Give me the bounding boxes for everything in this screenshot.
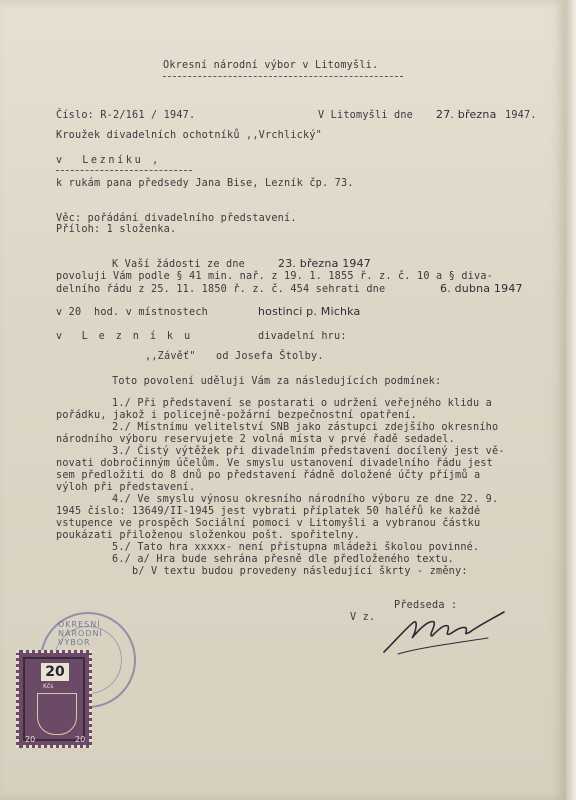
condition-line: novati dobročinným účelům. Ve smyslu ustanovení divadelního řádu jest xyxy=(56,458,494,469)
subject-line: Věc: pořádání divadelního představení. xyxy=(56,213,297,224)
condition-line: poukázati přiloženou složenkou pošt. spořitelny. xyxy=(56,530,361,541)
lion-emblem-icon xyxy=(37,693,77,735)
body-line-2: povoluji Vám podle § 41 min. nař. z 19. 1. 1855 ř. z. č. 10 a § diva- xyxy=(56,271,494,282)
addressee-club: Kroužek divadelních ochotníků ,,Vrchlický" xyxy=(56,130,323,141)
condition-line: 4./ Ve smyslu výnosu okresního národního výboru ze dne 22. 9. xyxy=(112,494,499,505)
request-date-handwritten: 23. března 1947 xyxy=(278,257,371,270)
office-title: Okresní národní výbor v Litomyšli. xyxy=(163,60,379,71)
page-edge xyxy=(566,0,576,800)
condition-line: 1945 číslo: 13649/II-1945 jest vybrati příplatek 50 haléřů ke každé xyxy=(56,506,481,517)
play-author: od Josefa Štolby. xyxy=(216,351,324,362)
condition-line: výloh při představení. xyxy=(56,482,196,493)
date-handwritten: 27. března xyxy=(436,108,497,121)
signature-vz: V z. xyxy=(350,612,376,623)
condition-line: pořádku, jakož i policejně-požární bezpečnostní opatření. xyxy=(56,410,418,421)
body-line-5-play: divadelní hru: xyxy=(258,331,347,342)
reference-number: Číslo: R-2/161 / 1947. xyxy=(56,110,196,121)
stamp-corner-value: 20 xyxy=(75,735,86,744)
venue-handwritten: hostinci p. Michka xyxy=(258,305,361,318)
seal-text: OKRESNÍ NÁRODNÍ VÝBOR xyxy=(58,620,103,647)
condition-line: vstupence ve prospěch Sociální pomoci v Litomyšli a vybranou částku xyxy=(56,518,481,529)
stamp-currency: Kčs xyxy=(43,683,54,690)
body-line-4: v 20 hod. v místnostech xyxy=(56,307,209,318)
addressee-attention: k rukám pana předsedy Jana Bise, Lezník čp. 73. xyxy=(56,178,354,189)
condition-line: 1./ Při představení se postarati o udržení veřejného klidu a xyxy=(112,398,493,409)
attachments-line: Příloh: 1 složenka. xyxy=(56,224,177,235)
condition-line: sem předložiti do 8 dnů po představení řádně doložené účty příjmů a xyxy=(56,470,481,481)
condition-line: 6./ a/ Hra bude sehrána přesně dle předloženého textu. xyxy=(112,554,455,565)
body-line-3: delního řádu z 25. 11. 1850 ř. z. č. 454 sehrati dne xyxy=(56,284,386,295)
condition-line: b/ V textu budou provedeny následující škrty - změny: xyxy=(132,566,468,577)
place-date-prefix: V Litomyšli dne xyxy=(318,110,414,121)
stamp-value: 20 xyxy=(41,663,69,681)
body-line-5-place: v L e z n í k u xyxy=(56,331,193,342)
stamp-corner-value: 20 xyxy=(25,735,36,744)
condition-line: 2./ Místnímu velitelství SNB jako zástupci zdejšího okresního xyxy=(112,422,499,433)
performance-date-handwritten: 6. dubna 1947 xyxy=(440,282,523,295)
play-title: ,,Závěť" xyxy=(145,351,196,362)
condition-line: 5./ Tato hra xxxxx- není přístupna mládeži školou povinné. xyxy=(112,542,480,553)
town-underline xyxy=(56,170,192,171)
signature-role: Předseda : xyxy=(394,600,458,611)
date-year: 1947. xyxy=(505,110,537,121)
condition-line: národního výboru reservujete 2 volná místa v prvé řadě sedadel. xyxy=(56,434,456,445)
addressee-town: v Lezníku , xyxy=(56,155,161,166)
handwritten-signature xyxy=(378,608,508,658)
request-date-label: K Vaší žádosti ze dne xyxy=(112,259,246,270)
condition-line: 3./ Čistý výtěžek při divadelním představení docílený jest vě- xyxy=(112,446,505,457)
revenue-stamp xyxy=(16,650,92,748)
title-underline xyxy=(163,76,403,77)
conditions-intro: Toto povolení uděluji Vám za následujících podmínek: xyxy=(112,376,442,387)
